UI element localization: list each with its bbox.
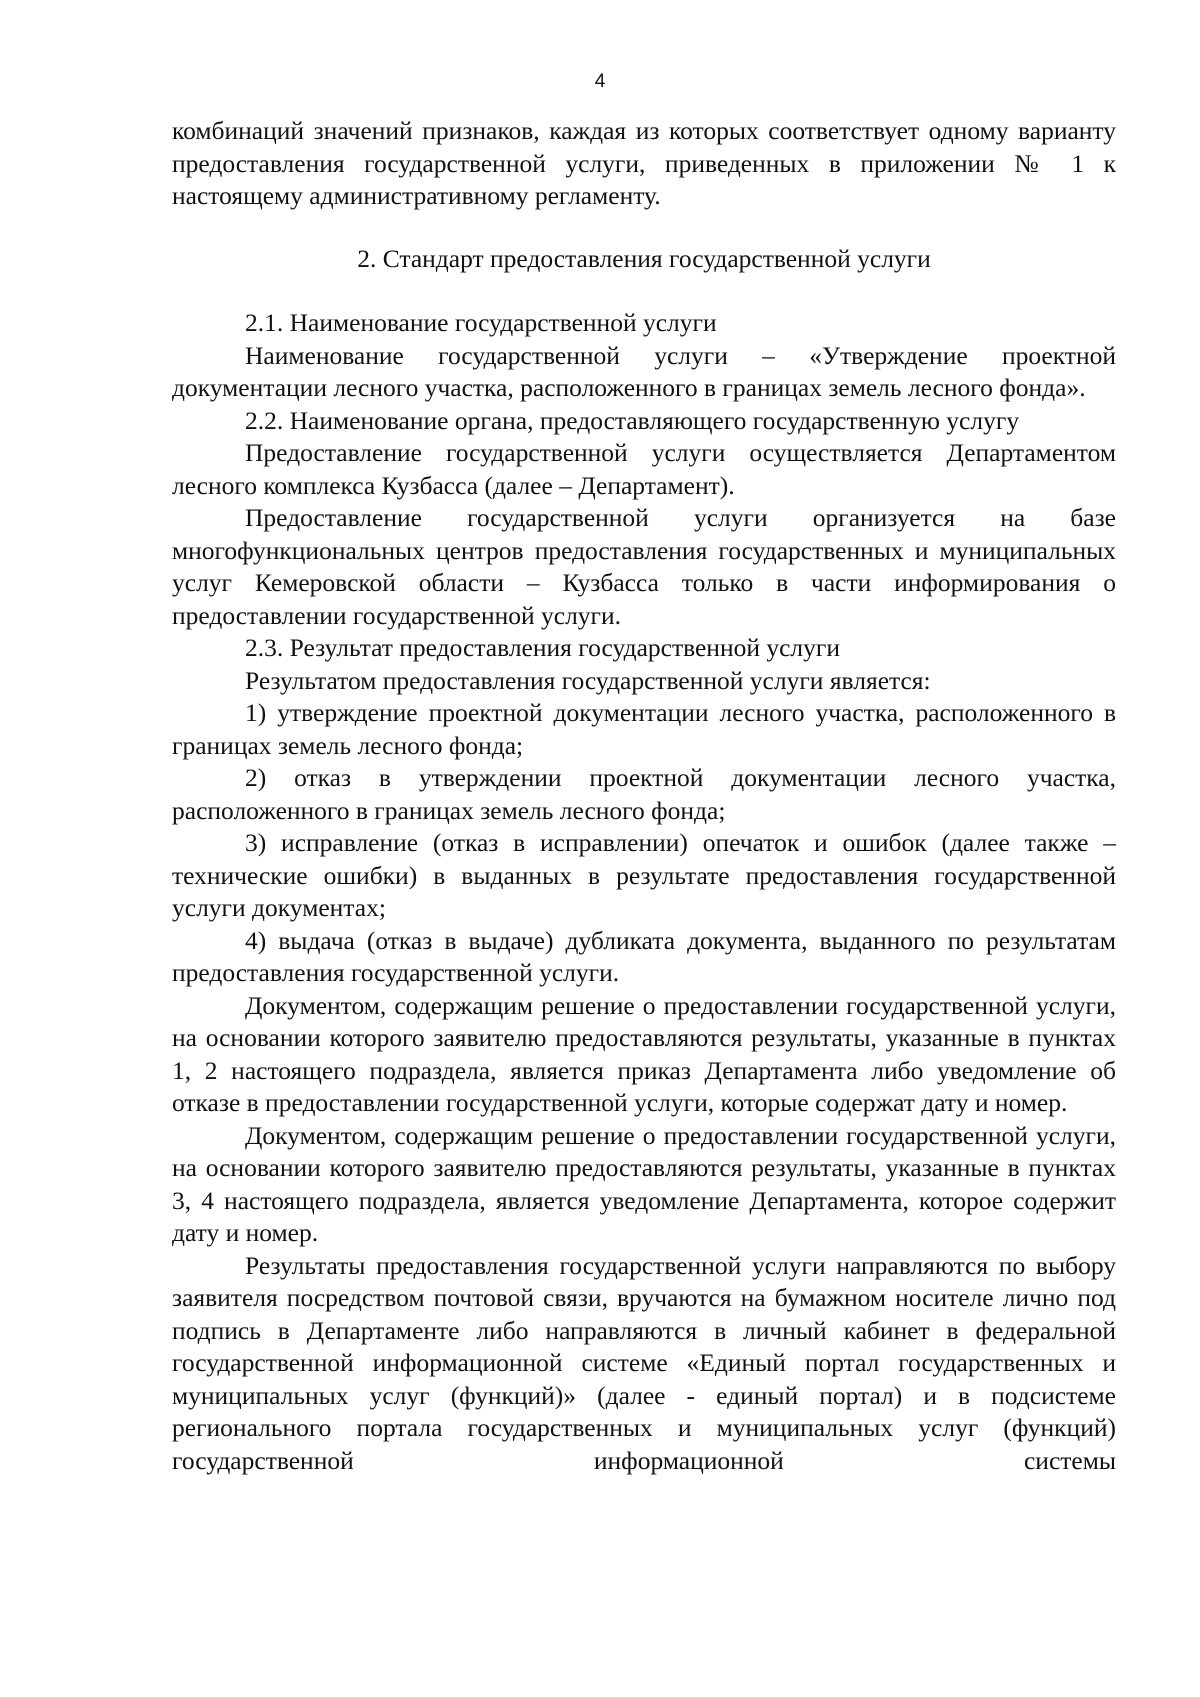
- list-item-result-4: 4) выдача (отказ в выдаче) дубликата документа, выданного по результатам предоставления государственной услуги.: [172, 925, 1116, 987]
- paragraph-service-name: Наименование государственной услуги – «Утверждение проектной документации лесного участка, расположенного в границах земель лесного фонда».: [172, 340, 1116, 402]
- paragraph-intro: комбинаций значений признаков, каждая из которых соответствует одному варианту предоставления государственной услуги, приведенных в приложении № 1 к настоящему административному регламенту.: [172, 116, 1116, 210]
- list-item-result-2: 2) отказ в утверждении проектной документации лесного участка, расположенного в границах земель лесного фонда;: [172, 763, 1116, 825]
- subsection-heading-2-2: 2.2. Наименование органа, предоставляющего государственную услугу: [245, 405, 1020, 435]
- paragraph-result-intro: Результатом предоставления государственной услуги является:: [245, 665, 931, 695]
- paragraph-decision-doc-2: Документом, содержащим решение о предоставлении государственной услуги, на основании которого заявителю предоставляются результаты, указанные в пунктах 3, 4 настоящего подраздела, является уведомление Департамента, которое содержит дату и номер.: [172, 1120, 1116, 1247]
- subsection-heading-2-3: 2.3. Результат предоставления государственной услуги: [245, 633, 841, 662]
- list-item-result-1: 1) утверждение проектной документации лесного участка, расположенного в границах земель лесного фонда;: [172, 698, 1116, 760]
- paragraph-mfc: Предоставление государственной услуги организуется на базе многофункциональных центров предоставления государственных и муниципальных услуг Кемеровской области – Кузбасса только в части информирования о предоставлении государственной услуги.: [172, 503, 1116, 630]
- subsection-heading-2-1: 2.1. Наименование государственной услуги: [245, 308, 717, 337]
- document-body: [172, 115, 1116, 1477]
- paragraph-delivery: Результаты предоставления государственной услуги направляются по выбору заявителя посредством почтовой связи, вручаются на бумажном носителе лично под подпись в Департаменте либо направляются в личный кабинет в федеральной государственной информационной системе «Единый портал государственных и муниципальных услуг (функций)» (далее - единый портал) и в подсистеме регионального портала государственных и муниципальных услуг (функций) государственной информационной системы: [172, 1250, 1116, 1475]
- page-number: 4: [594, 71, 606, 92]
- section-title: 2. Стандарт предоставления государственной услуги: [357, 243, 931, 273]
- paragraph-decision-doc-1: Документом, содержащим решение о предоставлении государственной услуги, на основании которого заявителю предоставляются результаты, указанные в пунктах 1, 2 настоящего подраздела, является приказ Департамента либо уведомление об отказе в предоставлении государственной услуги, которые содержат дату и номер.: [172, 990, 1116, 1117]
- list-item-result-3: 3) исправление (отказ в исправлении) опечаток и ошибок (далее также – технические ошибки) в выданных в результате предоставления государственной услуги документах;: [172, 828, 1116, 922]
- paragraph-authority: Предоставление государственной услуги осуществляется Департаментом лесного комплекса Кузбасса (далее – Департамент).: [172, 438, 1116, 500]
